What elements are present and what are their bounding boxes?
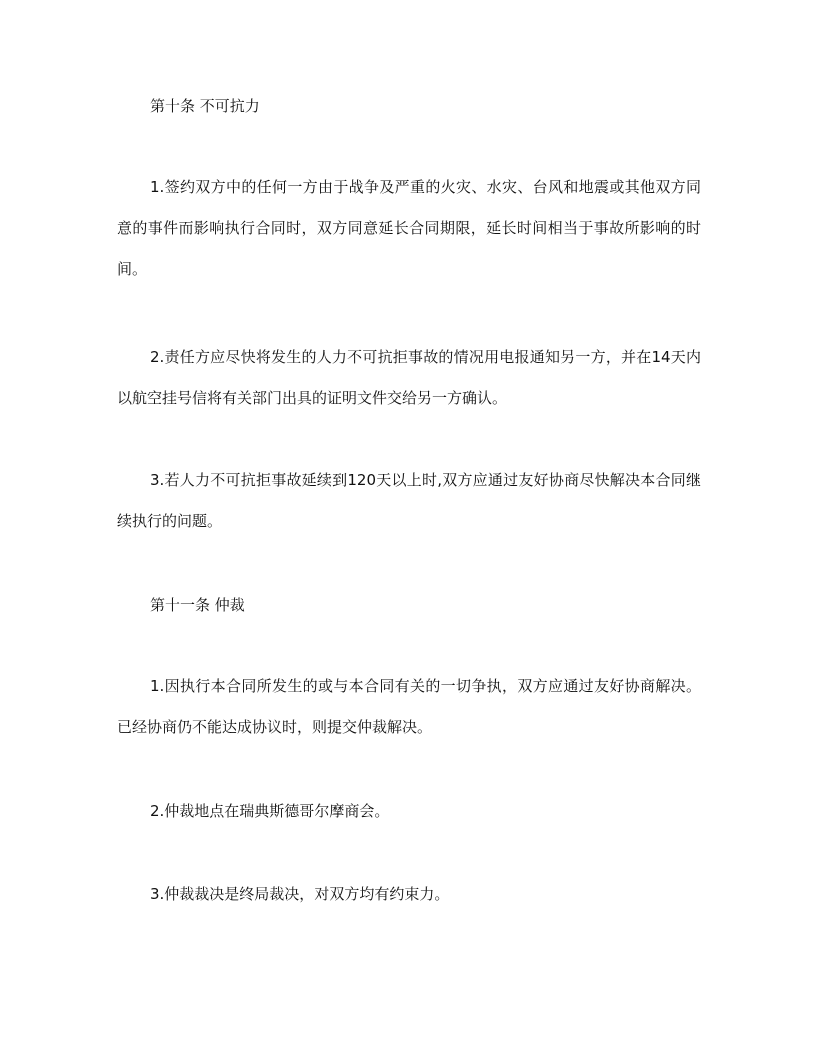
article-10-clause-1: 1.签约双方中的任何一方由于战争及严重的火灾、水灾、台风和地震或其他双方同意的事件而影响执行合同时，双方同意延长合同期限，延长时间相当于事故所影响的时间。 [117, 178, 701, 278]
article-10-heading: 第十条 不可抗力 [150, 97, 260, 115]
article-10-clause-3: 3.若人力不可抗拒事故延续到120天以上时,双方应通过友好协商尽快解决本合同继续执行的问题。 [117, 471, 701, 530]
article-11-clause-3: 3.仲裁裁决是终局裁决，对双方均有约束力。 [150, 885, 450, 903]
article-11-heading: 第十一条 仲裁 [150, 596, 245, 614]
article-10-clause-2: 2.责任方应尽快将发生的人力不可抗拒事故的情况用电报通知另一方，并在14天内以航空挂号信将有关部门出具的证明文件交给另一方确认。 [117, 348, 701, 407]
article-11-clause-1: 1.因执行本合同所发生的或与本合同有关的一切争执，双方应通过友好协商解决。已经协商仍不能达成协议时，则提交仲裁解决。 [117, 677, 701, 736]
article-11-clause-2: 2.仲裁地点在瑞典斯德哥尔摩商会。 [150, 802, 390, 820]
